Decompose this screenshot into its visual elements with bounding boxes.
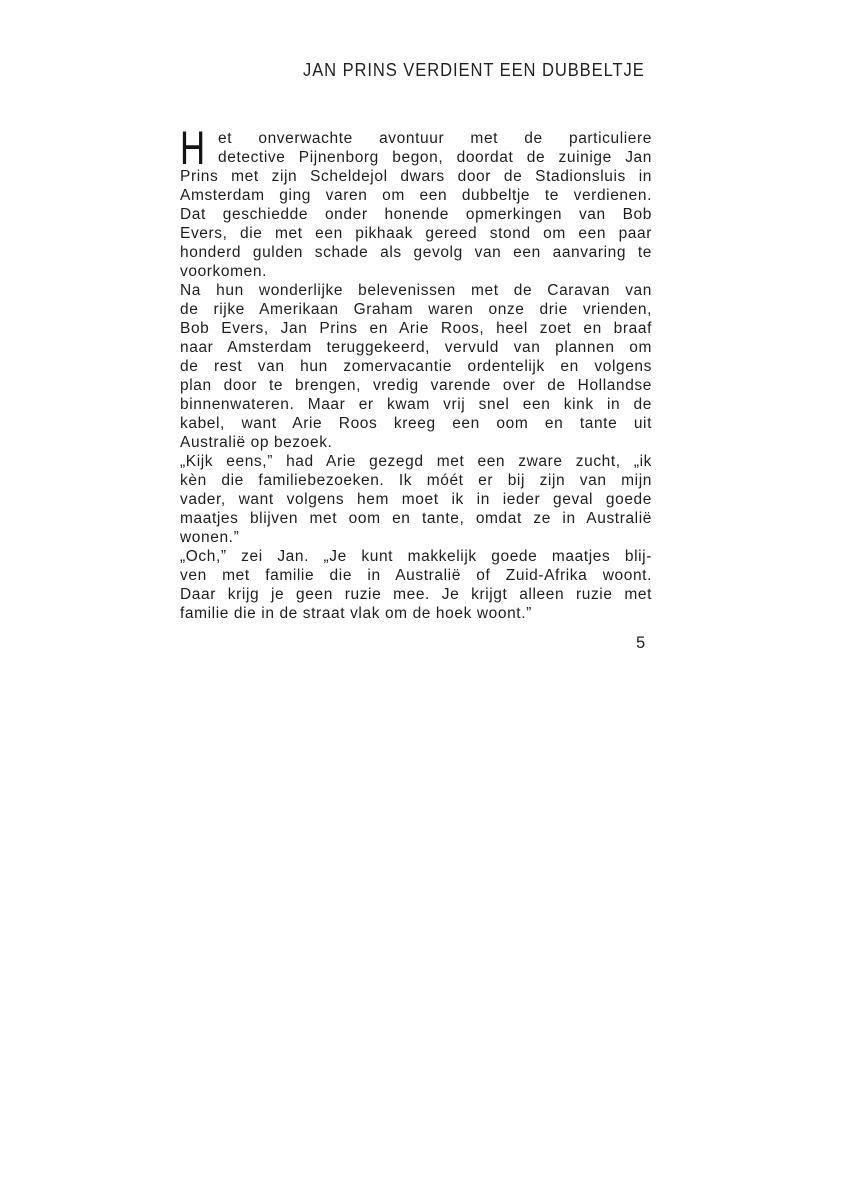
text-line: vader, want volgens hem moet ik in ieder geval goede [180,491,652,508]
text-block [180,121,652,623]
paragraph [180,281,652,452]
text-line: Daar krijg je geen ruzie mee. Je krijgt alleen ruzie met [180,586,652,603]
text-line: binnenwateren. Maar er kwam vrij snel een kink in de [180,396,652,413]
text-line: Na hun wonderlijke belevenissen met de Caravan van [180,282,652,299]
text-line: honderd gulden schade als gevolg van een aanvaring te [180,244,652,261]
text-line: kèn die familiebezoeken. Ik móét er bij zijn van mijn [180,472,652,489]
text-line: de rest van hun zomervacantie ordentelijk en volgens [180,358,652,375]
text-line: plan door te brengen, vredig varende over de Hollandse [180,377,652,394]
text-line: voorkomen. [180,263,267,280]
text-line: et onverwachte avontuur met de particuliere [218,130,652,147]
text-line: Prins met zijn Scheldejol dwars door de Stadionsluis in [180,168,652,185]
text-line: de rijke Amerikaan Graham waren onze drie vrienden, [180,301,652,318]
text-line: „Kijk eens,” had Arie gezegd met een zware zucht, „ik [180,453,652,470]
page-number: 5 [636,634,646,652]
paragraph [180,547,652,623]
paragraph [180,452,652,547]
text-line: Bob Evers, Jan Prins en Arie Roos, heel zoet en braaf [180,320,652,337]
text-line: kabel, want Arie Roos kreeg een oom en tante uit [180,415,652,432]
text-line: Evers, die met een pikhaak gereed stond om een paar [180,225,652,242]
paragraph [180,121,652,281]
text-line: naar Amsterdam teruggekeerd, vervuld van plannen om [180,339,652,356]
text-line: „Och,” zei Jan. „Je kunt makkelijk goede maatjes blij- [180,548,652,565]
text-line: wonen.” [180,529,240,546]
text-line: Australië op bezoek. [180,434,333,451]
text-line: detective Pijnenborg begon, doordat de zuinige Jan [218,149,652,166]
text-line: Dat geschiedde onder honende opmerkingen van Bob [180,206,652,223]
text-line: ven met familie die in Australië of Zuid-Afrika woont. [180,567,652,584]
text-line: familie die in de straat vlak om de hoek woont.” [180,605,532,622]
chapter-title: JAN PRINS VERDIENT EEN DUBBELTJE [303,60,645,80]
text-line: maatjes blijven met oom en tante, omdat ze in Australië [180,510,652,527]
text-line: Amsterdam ging varen om een dubbeltje te verdienen. [180,187,652,204]
drop-cap: H [180,121,206,174]
